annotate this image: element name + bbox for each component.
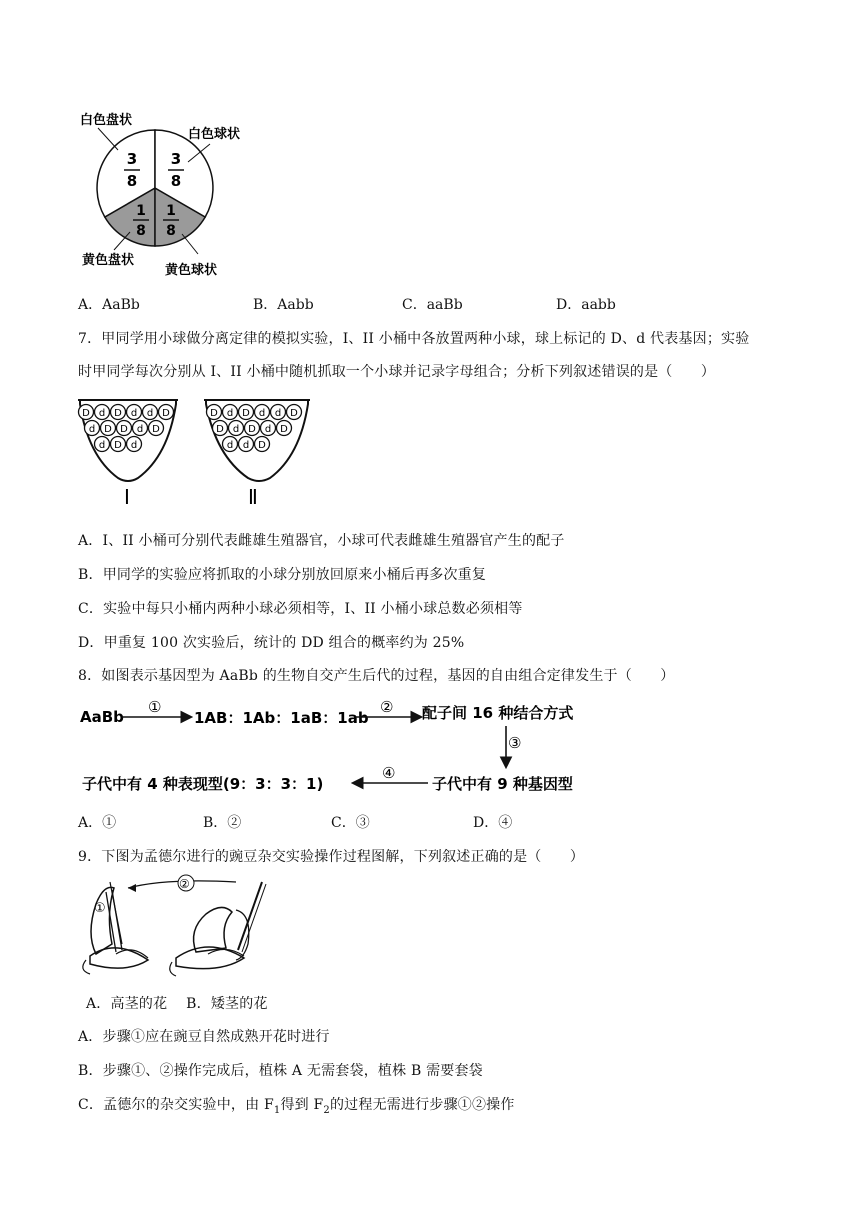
label-white-ball: 白色球状 — [188, 127, 241, 142]
q8-option-a: A．① — [78, 815, 117, 831]
bucket-label-i: I — [124, 485, 130, 509]
bucket-ii — [204, 400, 310, 481]
flow-genotypes: 子代中有 9 种基因型 — [432, 775, 573, 793]
q8-option-d: D．④ — [473, 815, 513, 831]
q6-option-d: D．aabb — [556, 297, 616, 313]
q9-option-c — [78, 1094, 515, 1116]
q6-option-c: C．aaBb — [402, 297, 463, 313]
q7-stem-line1: 7．甲同学用小球做分离定律的模拟实验，I、II 小桶中各放置两种小球，球上标记的 D、d 代表基因；实验 — [78, 331, 750, 347]
bucket-i-ball-label: d — [146, 408, 154, 419]
fraction-yellow-ball-den: 8 — [166, 223, 176, 239]
bucket-i-ball-label: D — [82, 408, 90, 419]
q7-option-c: C．实验中每只小桶内两种小球必须相等，I、II 小桶小球总数必须相等 — [78, 601, 523, 617]
q6-option-b: B．Aabb — [253, 297, 314, 313]
flow-phenotypes: 子代中有 4 种表现型(9：3：3：1) — [82, 775, 324, 793]
bucket-i-ball-label: d — [130, 408, 138, 419]
fraction-yellow-ball-num: 1 — [166, 203, 176, 219]
flow-step1: ① — [148, 698, 162, 716]
bucket-ii-ball-label: d — [258, 408, 266, 419]
bucket-i — [78, 400, 178, 481]
q7-option-b: B．甲同学的实验应将抓取的小球分别放回原来小桶后再多次重复 — [78, 567, 487, 583]
bucket-ii-ball-label: D — [242, 408, 250, 419]
q9-stem: 9．下图为孟德尔进行的豌豆杂交实验操作过程图解，下列叙述正确的是（ ） — [78, 849, 585, 865]
bucket-i-ball-label: d — [130, 440, 138, 451]
q9-figure-caption: A．高茎的花 B．矮茎的花 — [86, 996, 268, 1012]
q7-option-a: A．I、II 小桶可分别代表雌雄生殖器官，小球可代表雌雄生殖器官产生的配子 — [78, 533, 565, 549]
fraction-white-ball-den: 8 — [170, 172, 182, 190]
bucket-ii-ball-label: D — [248, 424, 256, 435]
fraction-yellow-disc-num: 1 — [136, 203, 146, 219]
q6-option-a: A．AaBb — [78, 297, 140, 313]
q8-stem: 8．如图表示基因型为 AaBb 的生物自交产生后代的过程，基因的自由组合定律发生于（ ） — [78, 668, 675, 684]
q7-option-d: D．甲重复 100 次实验后，统计的 DD 组合的概率约为 25% — [78, 635, 465, 651]
bucket-i-ball-label: d — [98, 440, 106, 451]
bucket-i-ball-label: D — [152, 424, 160, 435]
bucket-ii-ball-label: d — [226, 440, 234, 451]
bucket-i-ball-label: D — [104, 424, 112, 435]
flow-step2: ② — [380, 698, 394, 716]
fraction-white-disc-den: 8 — [126, 172, 138, 190]
bucket-i-ball-label: d — [136, 424, 144, 435]
bucket-ii-ball-label: D — [258, 440, 266, 451]
bucket-ii-ball-label: D — [280, 424, 288, 435]
q9-option-c-mid: 得到 F — [280, 1097, 324, 1113]
bucket-i-ball-label: D — [162, 408, 170, 419]
bucket-ii-ball-label: d — [232, 424, 240, 435]
label-yellow-disc: 黄色盘状 — [82, 253, 135, 268]
q9-option-a: A．步骤①应在豌豆自然成熟开花时进行 — [78, 1029, 330, 1045]
figure-mark-1: ① — [94, 901, 106, 916]
fraction-white-disc-num: 3 — [126, 150, 138, 168]
bucket-i-ball-label: d — [98, 408, 106, 419]
flow-gametes: 1AB：1Ab：1aB：1ab — [194, 709, 369, 727]
fraction-white-ball-num: 3 — [170, 150, 182, 168]
label-yellow-ball: 黄色球状 — [165, 263, 218, 278]
flow-step3: ③ — [508, 734, 522, 752]
q9-option-c-suffix: 的过程无需进行步骤①②操作 — [329, 1097, 515, 1113]
fraction-yellow-disc-den: 8 — [136, 223, 146, 239]
flow-step4: ④ — [382, 764, 396, 782]
flow-combos: 配子间 16 种结合方式 — [422, 704, 574, 722]
bucket-i-ball-label: d — [88, 424, 96, 435]
q7-stem-line2: 时甲同学每次分别从 I、II 小桶中随机抓取一个小球并记录字母组合；分析下列叙述错误的是（ ） — [78, 364, 716, 380]
bucket-ii-ball-label: d — [226, 408, 234, 419]
q9-option-b: B．步骤①、②操作完成后，植株 A 无需套袋，植株 B 需要套袋 — [78, 1063, 483, 1079]
label-white-disc: 白色盘状 — [80, 113, 133, 128]
bucket-i-ball-label: D — [114, 408, 122, 419]
q9-option-c-sub2: 2 — [323, 1104, 330, 1116]
q8-option-b: B．② — [203, 815, 242, 831]
pea-cross-figure — [76, 874, 276, 984]
q8-option-c: C．③ — [331, 815, 370, 831]
bucket-label-ii: Ⅱ — [248, 485, 258, 509]
bucket-ii-ball-label: d — [264, 424, 272, 435]
q9-option-c-sub1: 1 — [273, 1104, 281, 1116]
bucket-ii-ball-label: D — [210, 408, 218, 419]
pie-figure — [70, 104, 270, 284]
q9-option-c-prefix: C．孟德尔的杂交实验中，由 F — [78, 1097, 274, 1113]
bucket-ii-ball-label: D — [290, 408, 298, 419]
bucket-ii-ball-label: d — [242, 440, 250, 451]
flow-diagram — [76, 696, 596, 800]
bucket-ii-ball-label: D — [216, 424, 224, 435]
bucket-i-ball-label: D — [120, 424, 128, 435]
flow-start: AaBb — [80, 708, 124, 726]
buckets-figure — [76, 394, 316, 510]
bucket-ii-ball-label: d — [274, 408, 282, 419]
figure-mark-2: ② — [179, 877, 190, 891]
bucket-i-ball-label: D — [114, 440, 122, 451]
